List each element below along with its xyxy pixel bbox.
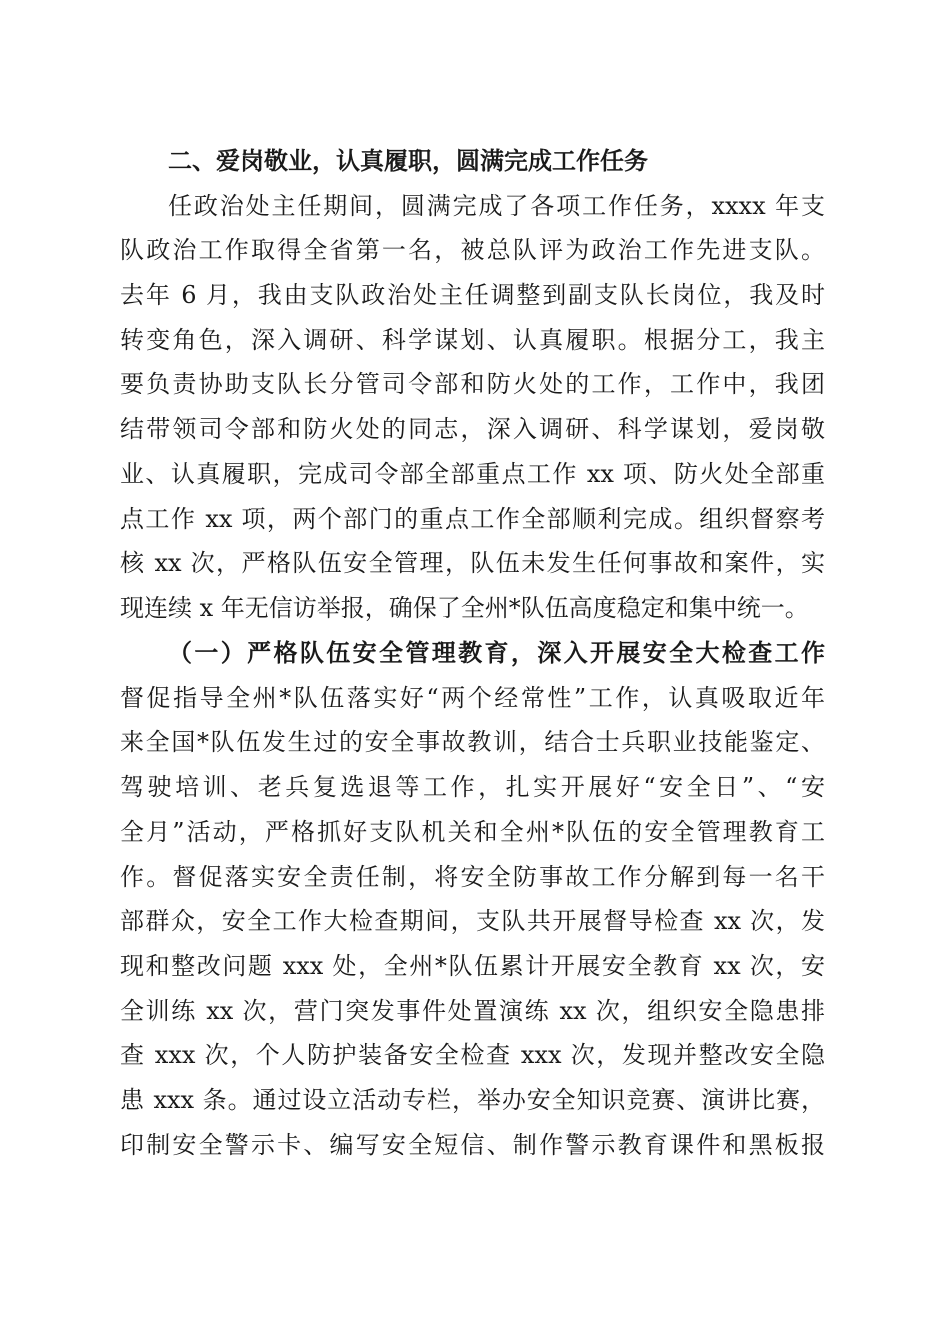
paragraph-line: 全训练 xx 次，营门突发事件处置演练 xx 次，组织安全隐患排 (120, 997, 825, 1025)
subsection-heading: （一）严格队伍安全管理教育，深入开展安全大检查工作 (168, 638, 825, 667)
paragraph-line: 点工作 xx 项，两个部门的重点工作全部顺利完成。组织督察考 (120, 505, 825, 533)
paragraph-line: 患 xxx 条。通过设立活动专栏，举办安全知识竞赛、演讲比赛， (120, 1086, 825, 1114)
paragraph-line: 印制安全警示卡、编写安全短信、制作警示教育课件和黑板报 (120, 1131, 825, 1159)
paragraph-line: 驾驶培训、老兵复选退等工作，扎实开展好“安全日”、“安 (120, 773, 825, 801)
paragraph-line: 要负责协助支队长分管司令部和防火处的工作，工作中，我团 (120, 370, 825, 398)
paragraph-line: 来全国*队伍发生过的安全事故教训，结合士兵职业技能鉴定、 (120, 728, 825, 756)
paragraph-line: 转变角色，深入调研、科学谋划、认真履职。根据分工，我主 (120, 326, 825, 354)
paragraph-line: 队政治工作取得全省第一名，被总队评为政治工作先进支队。 (120, 236, 825, 264)
paragraph-line: 去年 6 月，我由支队政治处主任调整到副支队长岗位，我及时 (120, 281, 825, 309)
paragraph-line: 现连续 x 年无信访举报，确保了全州*队伍高度稳定和集中统一。 (120, 594, 809, 622)
paragraph-line: 核 xx 次，严格队伍安全管理，队伍未发生任何事故和案件，实 (120, 549, 825, 577)
paragraph-line: 业、认真履职，完成司令部全部重点工作 xx 项、防火处全部重 (120, 460, 825, 488)
paragraph-line: 作。督促落实安全责任制，将安全防事故工作分解到每一名干 (120, 863, 825, 891)
paragraph-line: 部群众，安全工作大检查期间，支队共开展督导检查 xx 次，发 (120, 907, 825, 935)
paragraph-line: 全月”活动，严格抓好支队机关和全州*队伍的安全管理教育工 (120, 818, 825, 846)
paragraph-line: 结带领司令部和防火处的同志，深入调研、科学谋划，爱岗敬 (120, 415, 825, 443)
paragraph-line: 督促指导全州*队伍落实好“两个经常性”工作，认真吸取近年 (120, 684, 825, 712)
paragraph-line: 查 xxx 次，个人防护装备安全检查 xxx 次，发现并整改安全隐 (120, 1041, 825, 1069)
paragraph-line: 现和整改问题 xxx 处，全州*队伍累计开展安全教育 xx 次，安 (120, 952, 825, 980)
section-heading: 二、爱岗敬业，认真履职，圆满完成工作任务 (168, 147, 648, 175)
paragraph-line: 任政治处主任期间，圆满完成了各项工作任务，xxxx 年支 (168, 192, 825, 220)
